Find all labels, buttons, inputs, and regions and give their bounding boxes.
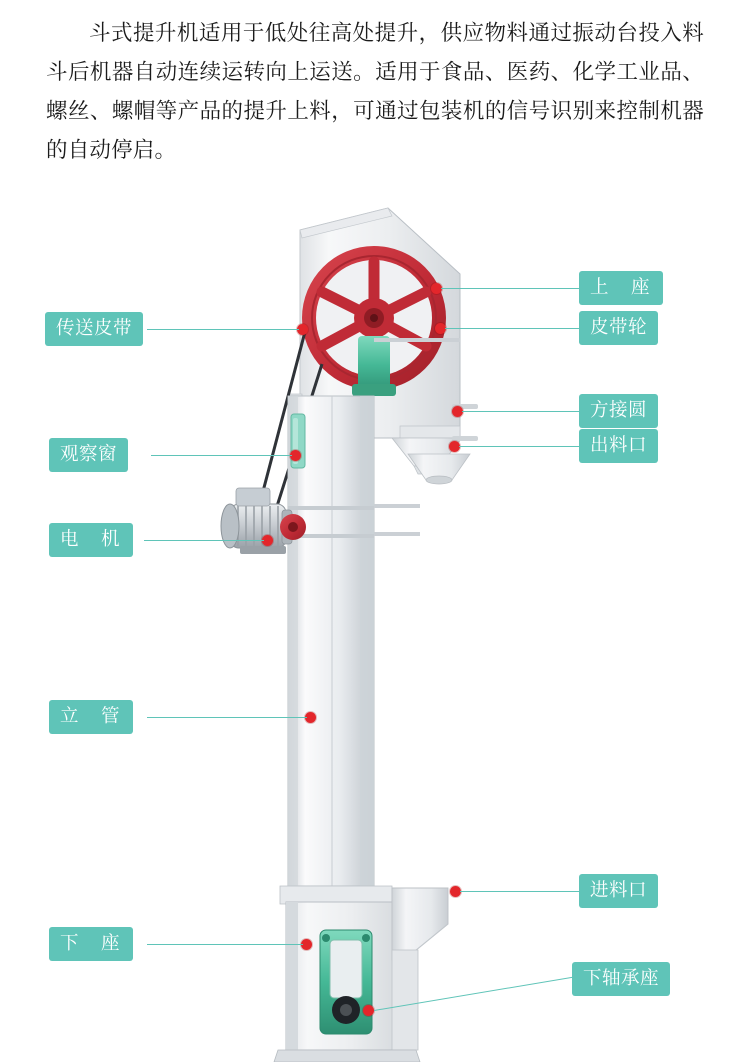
machine-diagram — [0, 188, 750, 1062]
label-motor: 电 机 — [49, 523, 133, 557]
leader-feed-inlet — [460, 891, 581, 892]
leader-conveyor-belt — [147, 329, 299, 330]
label-belt-pulley: 皮带轮 — [579, 311, 658, 345]
label-discharge-outlet: 出料口 — [579, 429, 658, 463]
leader-upper-seat — [441, 288, 581, 289]
label-feed-inlet: 进料口 — [579, 874, 658, 908]
leader-discharge-outlet — [459, 446, 581, 447]
label-lower-bearing-seat: 下轴承座 — [572, 962, 670, 996]
leader-riser-pipe — [147, 717, 307, 718]
leader-square-to-round — [462, 411, 581, 412]
label-conveyor-belt: 传送皮带 — [45, 312, 143, 346]
leader-belt-pulley — [445, 328, 581, 329]
label-upper-seat: 上 座 — [579, 271, 663, 305]
label-lower-seat: 下 座 — [49, 927, 133, 961]
leader-observation-window — [151, 455, 292, 456]
dot-lower-bearing-seat — [363, 1005, 374, 1016]
product-description: 斗式提升机适用于低处往高处提升，供应物料通过振动台投入料斗后机器自动连续运转向上运送。适用于食品、医药、化学工业品、螺丝、螺帽等产品的提升上料，可通过包装机的信号识别来控制机器的自动停启。 — [46, 21, 704, 162]
leader-motor — [144, 540, 264, 541]
label-square-to-round: 方接圆 — [579, 394, 658, 428]
label-observation-window: 观察窗 — [49, 438, 128, 472]
label-riser-pipe: 立 管 — [49, 700, 133, 734]
leader-lower-seat — [147, 944, 303, 945]
